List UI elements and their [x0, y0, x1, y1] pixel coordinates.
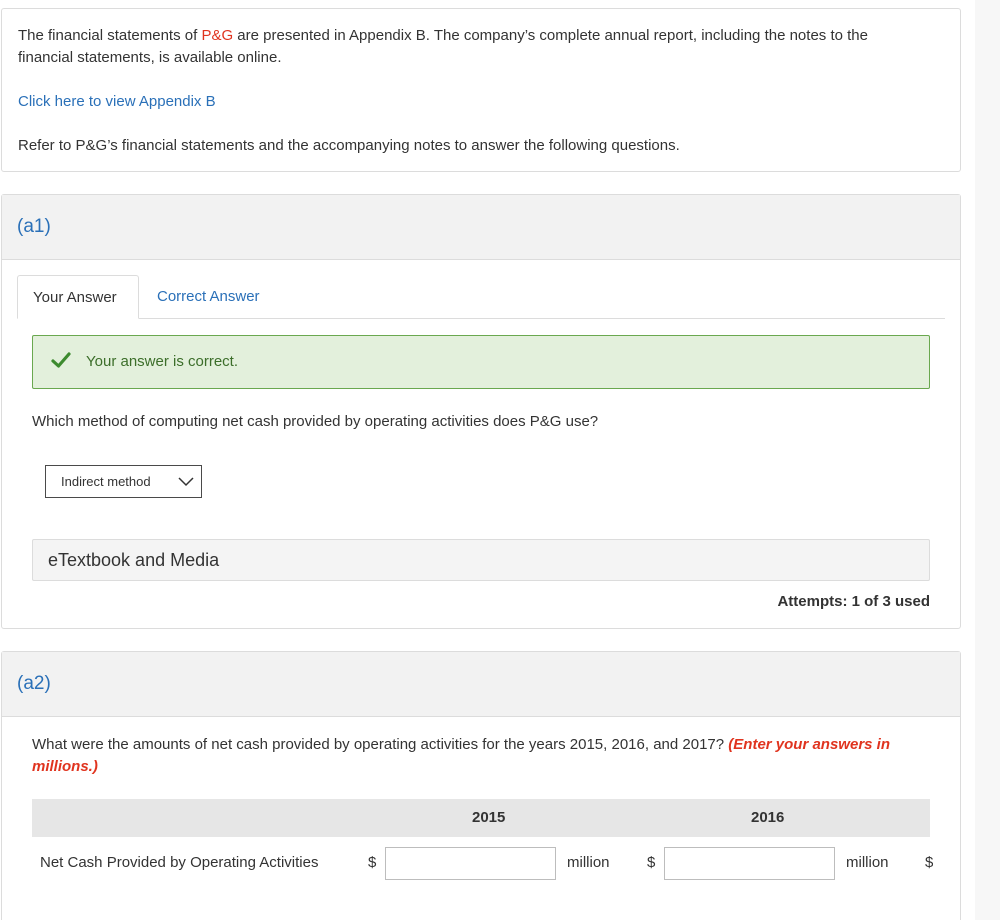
tab-your-answer[interactable]: Your Answer [17, 275, 139, 319]
question-a1-header [2, 195, 960, 260]
amount-input-2016[interactable] [664, 847, 835, 880]
unit-label: million [567, 854, 610, 871]
question-a1-text: Which method of computing net cash provided by operating activities does P&G use? [32, 413, 599, 430]
currency-symbol: $ [368, 854, 377, 871]
correct-answer-alert [32, 335, 930, 389]
amount-input-2015[interactable] [385, 847, 556, 880]
correct-message: Your answer is correct. [86, 353, 239, 370]
tab-correct-answer[interactable]: Correct Answer [157, 288, 260, 305]
method-select[interactable] [45, 465, 202, 498]
company-name: P&G [201, 27, 234, 44]
answer-tabs [17, 275, 945, 319]
chevron-down-icon [178, 474, 194, 490]
question-a2-instruction: (Enter your answers in millions.) [32, 736, 890, 775]
instruction-text: Refer to P&G’s financial statements and the accompanying notes to answer the following questions. [18, 137, 680, 154]
unit-label: million [846, 854, 889, 871]
appendix-b-link[interactable]: Click here to view Appendix B [18, 93, 216, 110]
attempts-count: Attempts: 1 of 3 used [777, 593, 930, 610]
row-label-net-cash: Net Cash Provided by Operating Activities [40, 854, 319, 871]
currency-symbol: $ [925, 854, 933, 871]
method-select-value: Indirect method [61, 474, 151, 489]
page-scrollbar[interactable] [975, 0, 1000, 920]
column-header-2015: 2015 [472, 809, 506, 826]
table-header [32, 799, 930, 837]
question-a1-label: (a1) [17, 216, 51, 237]
checkmark-icon [51, 350, 71, 370]
question-a2-card [1, 651, 961, 920]
currency-symbol: $ [647, 854, 656, 871]
etextbook-media-panel[interactable]: eTextbook and Media [32, 539, 930, 581]
intro-paragraph: The financial statements of P&G are presented in Appendix B. The company’s complete annual report, including the notes to the financial statements, is available online. [18, 27, 868, 66]
question-a1-card [1, 194, 961, 629]
intro-card [1, 8, 961, 172]
question-a2-label: (a2) [17, 673, 51, 694]
question-a2-header [2, 652, 960, 717]
question-a2-text: What were the amounts of net cash provided by operating activities for the years 2015, 2016, and 2017? (Enter your answers in millions.) [32, 736, 890, 775]
column-header-2016: 2016 [751, 809, 785, 826]
